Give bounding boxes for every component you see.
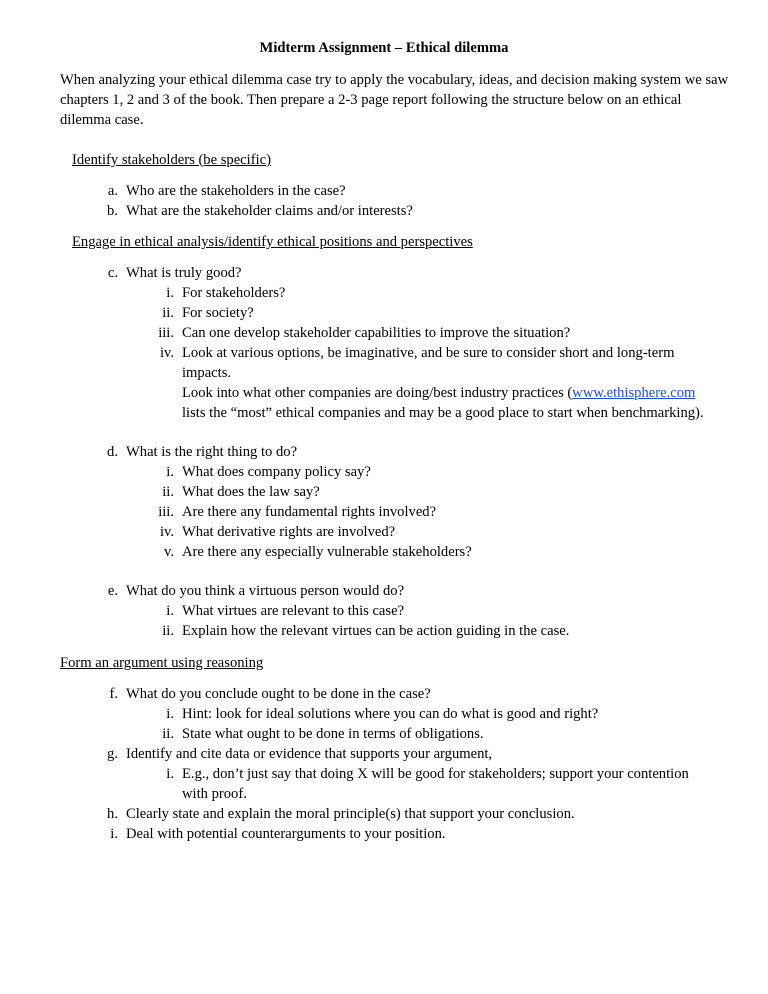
section-heading-stakeholders: Identify stakeholders (be specific): [72, 152, 271, 168]
sub-list-item-continuation: with proof.: [182, 786, 247, 802]
note-text: lists the “most” ethical companies and may be a good place to start when benchmarking).: [182, 405, 704, 421]
sub-list-item: Look at various options, be imaginative, and be sure to consider short and long-term: [182, 345, 675, 361]
page-title: Midterm Assignment – Ethical dilemma: [259, 40, 509, 56]
benchmark-note: [182, 383, 695, 403]
item-label: h.: [107, 806, 118, 822]
sub-list-item: Hint: look for ideal solutions where you can do what is good and right?: [182, 706, 599, 722]
item-label: f.: [109, 686, 118, 702]
subitem-label: i.: [166, 464, 174, 480]
item-label: a.: [107, 183, 118, 199]
sub-list-item: Are there any especially vulnerable stakeholders?: [182, 544, 472, 560]
subitem-label: ii.: [162, 305, 174, 321]
subitem-label: i.: [166, 285, 174, 301]
list-item: Who are the stakeholders in the case?: [126, 183, 346, 199]
list-item: Deal with potential counterarguments to your position.: [126, 826, 446, 842]
note-text: Look into what other companies are doing/best industry practices (: [182, 385, 573, 401]
sub-list-item: What does company policy say?: [182, 464, 371, 480]
subitem-label: i.: [166, 766, 174, 782]
subitem-label: i.: [166, 603, 174, 619]
subitem-label: v.: [164, 544, 174, 560]
list-item: What do you think a virtuous person would do?: [126, 583, 405, 599]
subitem-label: ii.: [162, 623, 174, 639]
ethisphere-link[interactable]: www.ethisphere.com: [572, 385, 696, 401]
list-item: What is the right thing to do?: [126, 444, 298, 460]
sub-list-item: For stakeholders?: [182, 285, 286, 301]
sub-list-item: For society?: [182, 305, 254, 321]
item-label: i.: [110, 826, 118, 842]
sub-list-item-continuation: impacts.: [182, 365, 232, 381]
section-heading-ethical-analysis: Engage in ethical analysis/identify ethical positions and perspectives: [72, 234, 473, 250]
subitem-label: iv.: [159, 345, 174, 361]
sub-list-item: Explain how the relevant virtues can be action guiding in the case.: [182, 623, 570, 639]
item-label: e.: [107, 583, 118, 599]
sub-list-item: What virtues are relevant to this case?: [182, 603, 405, 619]
sub-list-item: Are there any fundamental rights involved?: [182, 504, 437, 520]
list-item: What do you conclude ought to be done in the case?: [126, 686, 431, 702]
subitem-label: i.: [166, 706, 174, 722]
sub-list-item: What derivative rights are involved?: [182, 524, 396, 540]
intro-paragraph: When analyzing your ethical dilemma case try to apply the vocabulary, ideas, and decision making system we saw chapters 1, 2 and 3 of the book. Then prepare a 2-3 page report following the structure below on an ethical dilemma case.: [60, 72, 729, 128]
sub-list-item: Can one develop stakeholder capabilities to improve the situation?: [182, 325, 571, 341]
subitem-label: iii.: [158, 504, 174, 520]
section-heading-argument: Form an argument using reasoning: [60, 655, 264, 671]
subitem-label: iii.: [158, 325, 174, 341]
list-item: Clearly state and explain the moral principle(s) that support your conclusion.: [126, 806, 575, 822]
subitem-label: ii.: [162, 726, 174, 742]
item-label: b.: [107, 203, 118, 219]
subitem-label: ii.: [162, 484, 174, 500]
item-label: g.: [107, 746, 118, 762]
sub-list-item: State what ought to be done in terms of obligations.: [182, 726, 484, 742]
item-label: d.: [107, 444, 118, 460]
list-item: Identify and cite data or evidence that supports your argument,: [126, 746, 493, 762]
list-item: What are the stakeholder claims and/or interests?: [126, 203, 413, 219]
item-label: c.: [107, 265, 118, 281]
list-item: What is truly good?: [126, 265, 242, 281]
subitem-label: iv.: [159, 524, 174, 540]
sub-list-item: What does the law say?: [182, 484, 320, 500]
sub-list-item: E.g., don’t just say that doing X will be good for stakeholders; support your contention: [182, 766, 689, 782]
